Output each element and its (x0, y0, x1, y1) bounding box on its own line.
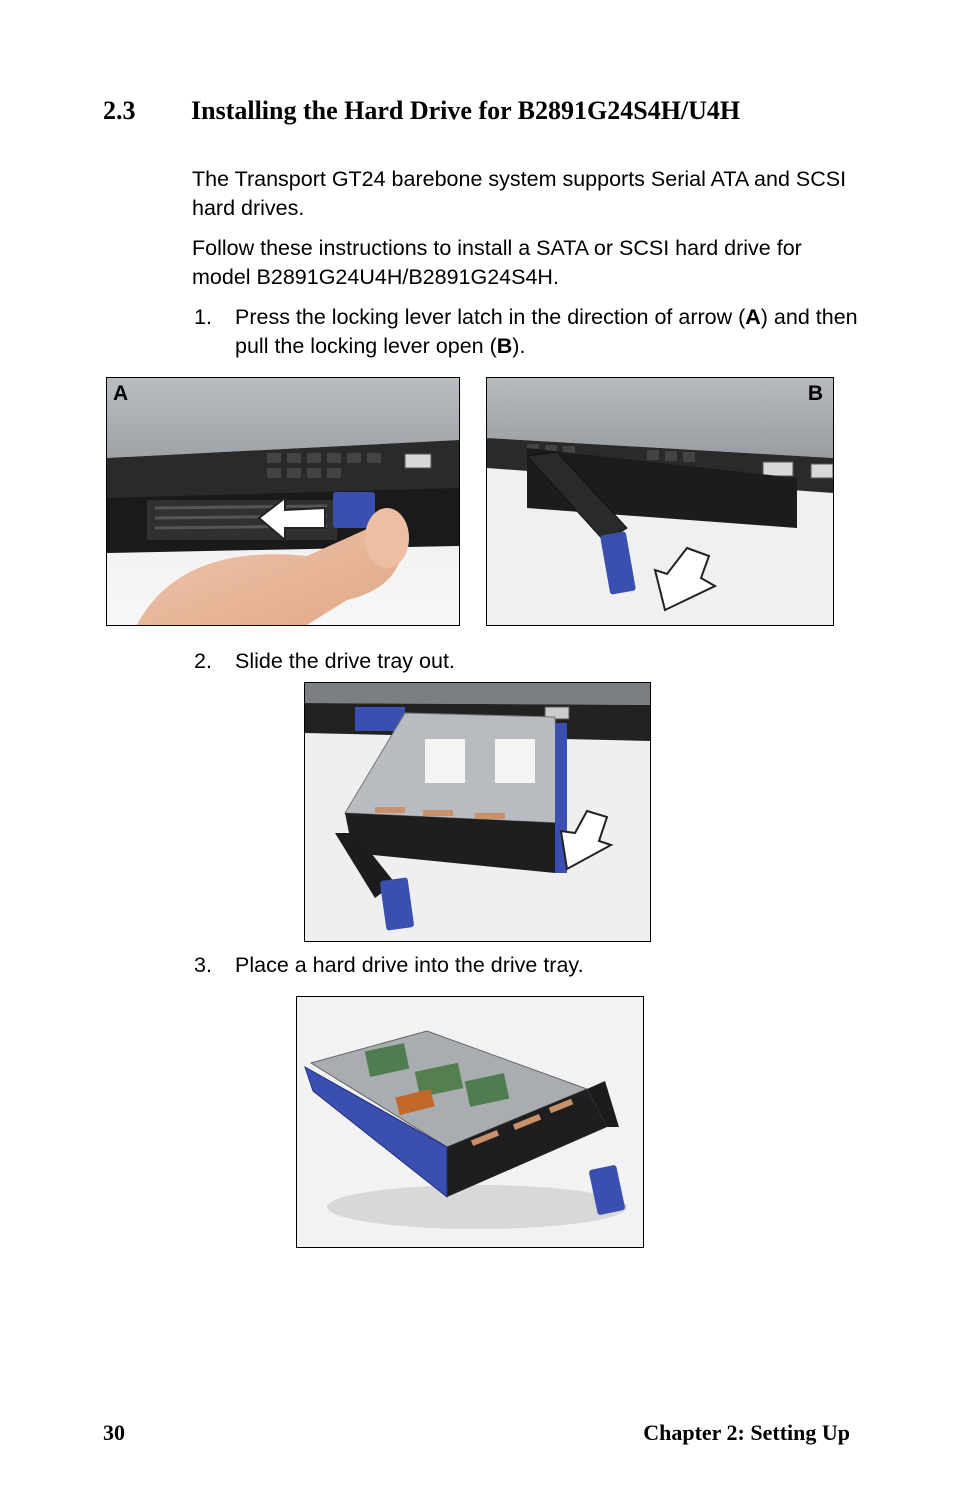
step-2-number: 2. (194, 649, 212, 673)
section-title: Installing the Hard Drive for B2891G24S4H/U4H (191, 96, 741, 125)
page-number: 30 (103, 1420, 125, 1445)
figure-b-label: B (807, 382, 823, 405)
figure-open-lever-photo (486, 377, 834, 626)
section-number: 2.3 (103, 96, 136, 125)
figure-press-latch-photo (106, 377, 460, 626)
step-2-text: Slide the drive tray out. (235, 649, 455, 673)
step-1-number: 1. (194, 305, 212, 329)
intro-paragraph-2: Follow these instructions to install a SATA or SCSI hard drive for model B2891G24U4H/B2891G24S4H. (192, 236, 802, 289)
step-3-text: Place a hard drive into the drive tray. (235, 953, 584, 977)
step-3 (192, 951, 862, 980)
step-1-text: Press the locking lever latch in the direction of arrow (A) and then pull the locking lever open (B). (235, 305, 858, 358)
step-2 (192, 647, 862, 676)
figure-slide-tray-photo (304, 682, 651, 942)
intro-paragraph-1: The Transport GT24 barebone system supports Serial ATA and SCSI hard drives. (192, 167, 847, 220)
chapter-title: Chapter 2: Setting Up (643, 1420, 850, 1445)
figure-drive-in-tray-photo (296, 996, 644, 1248)
figure-a-label: A (113, 382, 129, 405)
step-3-number: 3. (194, 953, 212, 977)
section-heading (103, 94, 740, 128)
step-1 (192, 303, 862, 361)
